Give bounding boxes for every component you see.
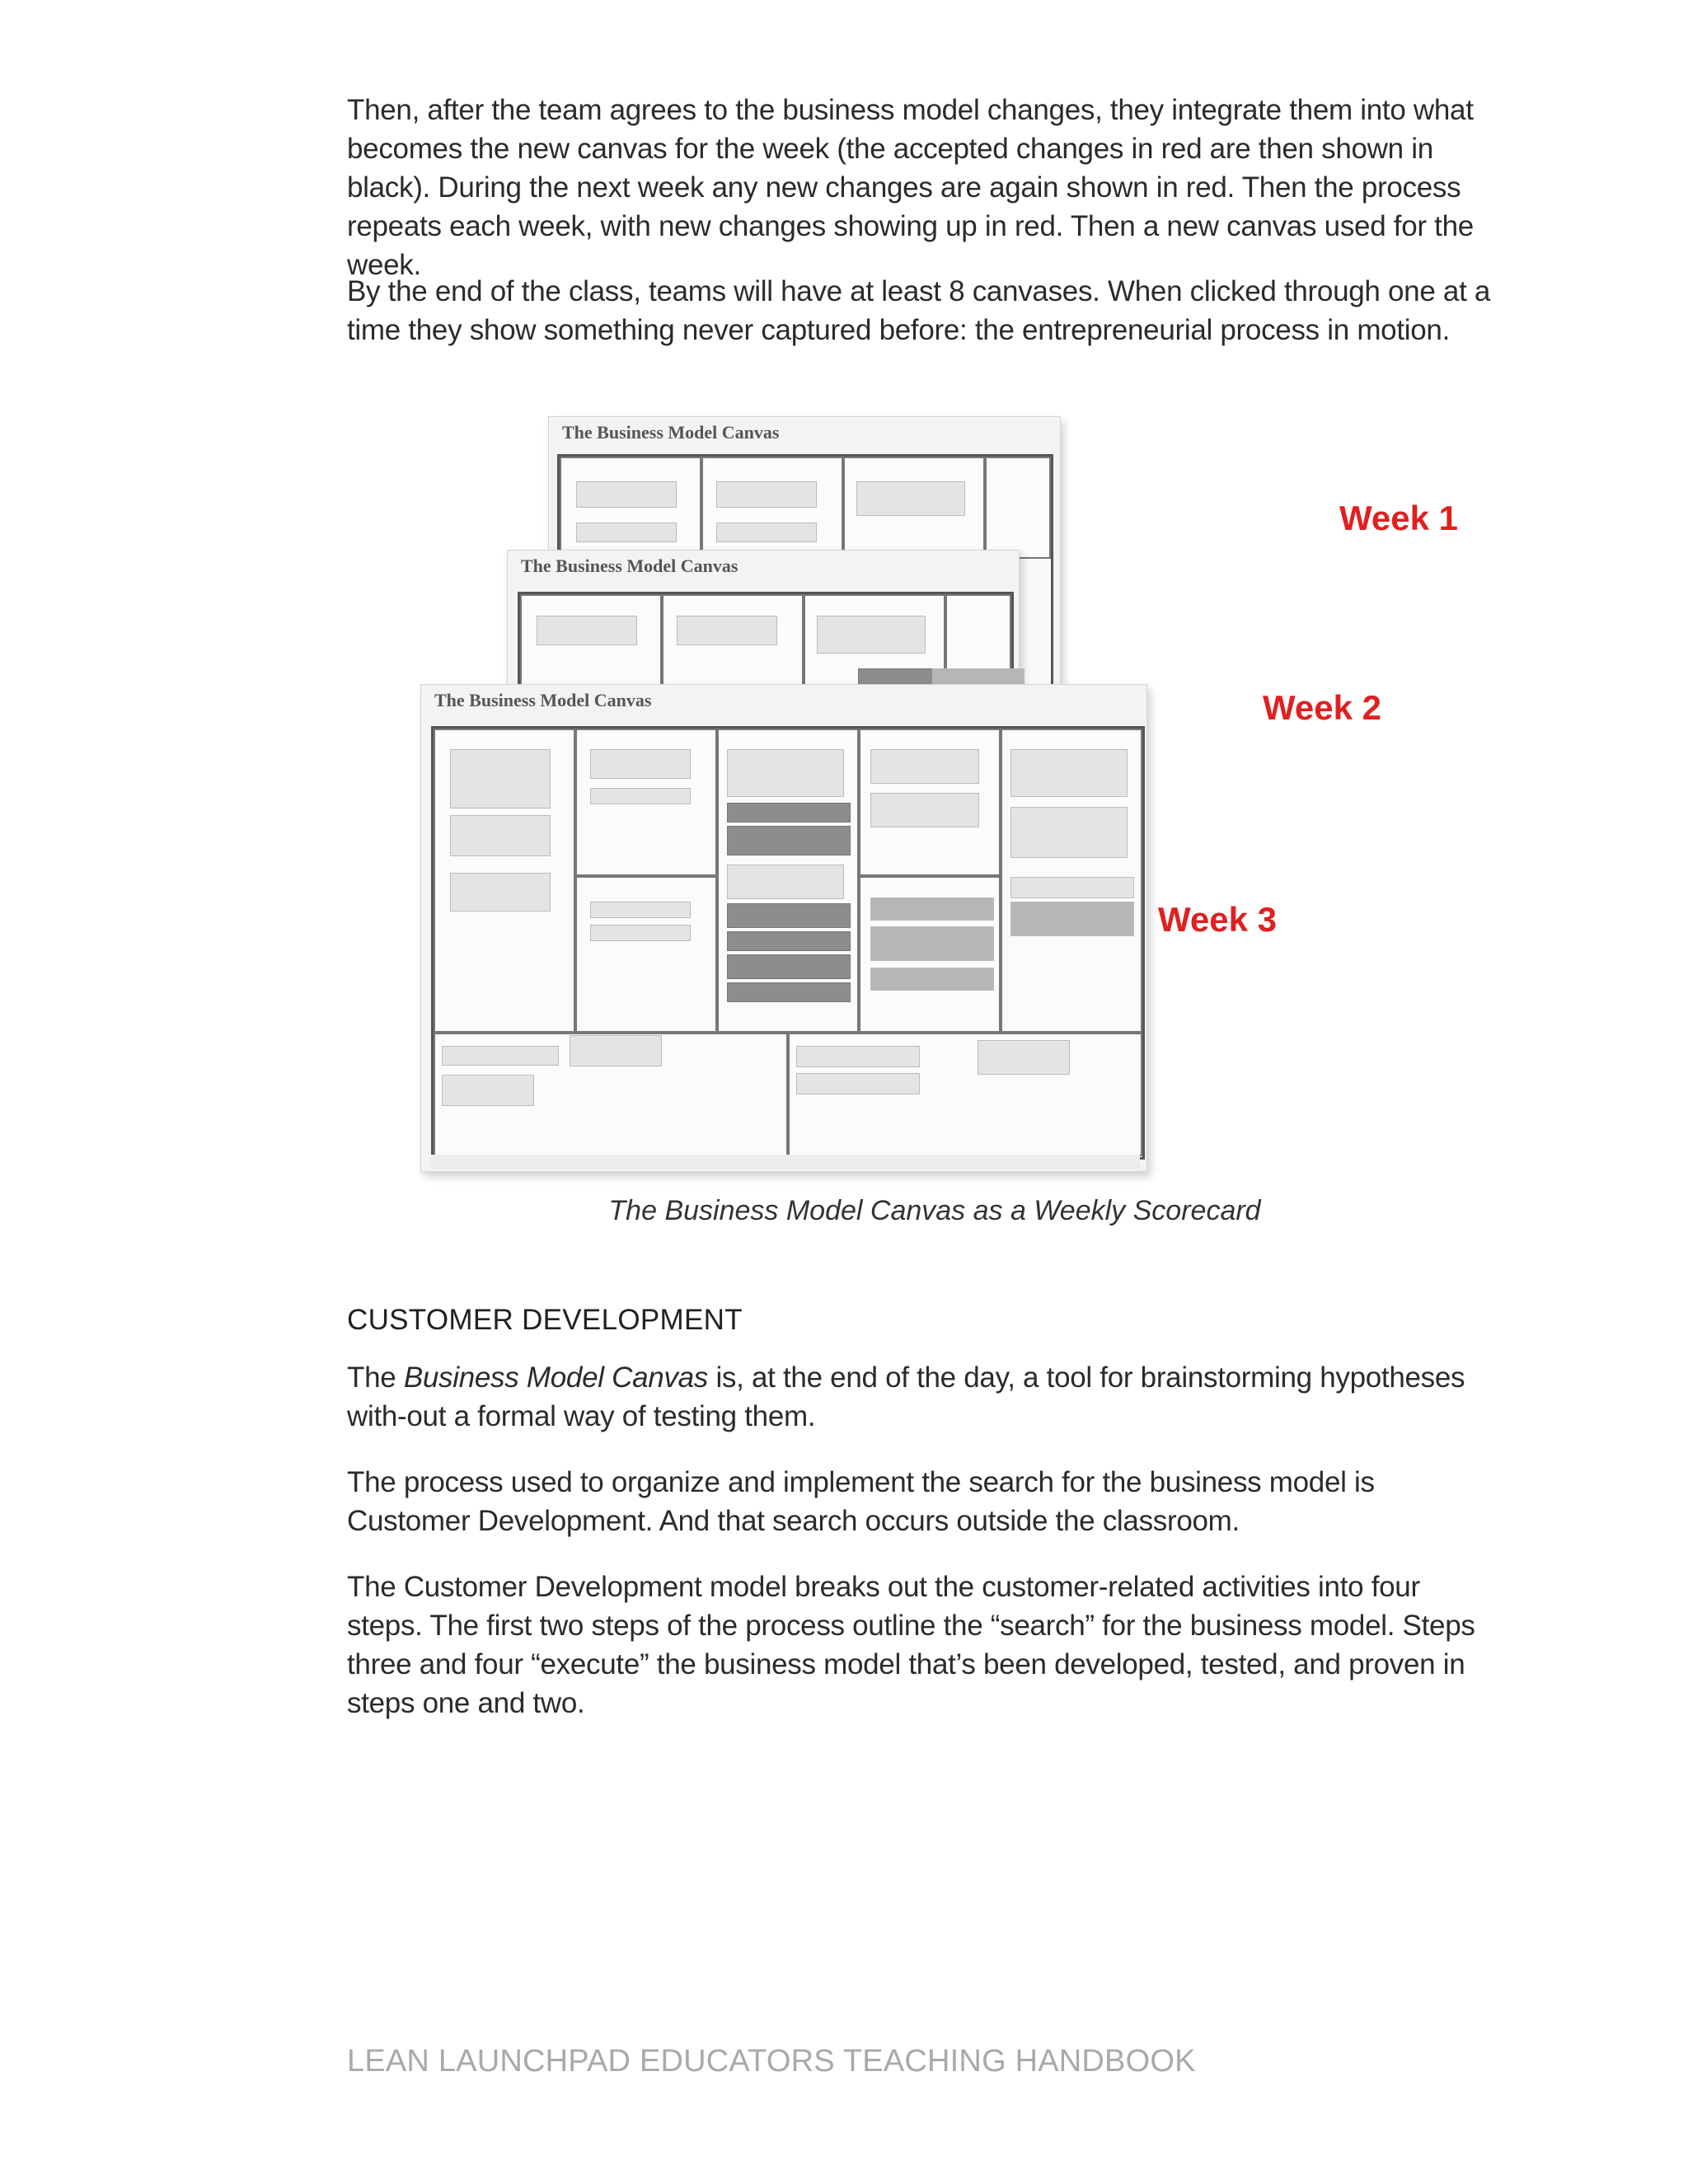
- canvas-cell: [985, 457, 1051, 559]
- sticky-note: [870, 898, 994, 921]
- paragraph-text: Then, after the team agrees to the business model changes, they integrate them into what becomes the new canvas for the week (the accepted changes in red are then shown in black). During the next week any new changes are again shown in red. Then the process repeats each week, with new changes showing up in red. Then a new canvas used for the week.: [347, 94, 1474, 281]
- sticky-note: [1010, 807, 1128, 858]
- paragraph-text: By the end of the class, teams will have at least 8 canvases. When clicked through one at a time they show something never captured before: the entrepreneurial process in motion.: [347, 275, 1491, 346]
- paragraph-4: [347, 1463, 1493, 1540]
- sticky-note: [870, 793, 979, 827]
- sticky-note: [442, 1075, 534, 1106]
- sticky-note: [570, 1035, 662, 1066]
- figure-caption: The Business Model Canvas as a Weekly Scorecard: [608, 1195, 1261, 1226]
- sticky-note: [727, 749, 844, 797]
- paragraph-text-end: is, at the end of the day, a tool for brainstorming hypotheses with-out a formal way of testing them.: [347, 1361, 1465, 1432]
- sticky-note: [1010, 877, 1134, 898]
- sticky-note: [590, 749, 691, 779]
- key-resources-cell: [575, 876, 717, 1033]
- paragraph-3: [347, 1358, 1493, 1436]
- sticky-note: [856, 481, 965, 516]
- sticky-note: [727, 903, 851, 928]
- sticky-note: [1010, 902, 1134, 936]
- canvas-title: The Business Model Canvas: [562, 422, 780, 443]
- sticky-note: [932, 668, 1025, 685]
- sticky-note: [576, 481, 677, 508]
- week-3-label: Week 3: [1158, 900, 1277, 939]
- sticky-note: [727, 954, 851, 979]
- sticky-note: [727, 826, 851, 855]
- sticky-note: [978, 1040, 1070, 1075]
- sticky-note: [677, 616, 777, 645]
- sticky-note: [727, 803, 851, 823]
- paragraph-text: [347, 1358, 1493, 1436]
- sticky-note: [590, 902, 691, 918]
- section-heading: CUSTOMER DEVELOPMENT: [347, 1304, 743, 1336]
- sticky-note: [817, 616, 926, 654]
- canvas-cell: [701, 457, 843, 559]
- paragraph-text: The process used to organize and implement the search for the business model is Customer Development. And that search occurs outside the classroom.: [347, 1466, 1375, 1537]
- sticky-note: [590, 925, 691, 941]
- sticky-note: [716, 481, 817, 508]
- canvas-week-3: [420, 684, 1147, 1172]
- canvas-cell: [560, 457, 701, 559]
- canvas-title: The Business Model Canvas: [434, 690, 652, 710]
- running-footer: LEAN LAUNCHPAD EDUCATORS TEACHING HANDBOOK: [347, 2044, 1196, 2079]
- sticky-note: [727, 931, 851, 951]
- sticky-note: [450, 749, 551, 808]
- sticky-note: [796, 1073, 920, 1094]
- week-2-label: Week 2: [1263, 688, 1381, 727]
- emphasized-term: Business Model Canvas: [403, 1361, 709, 1394]
- sticky-note: [870, 749, 979, 784]
- sticky-note: [450, 815, 551, 856]
- sticky-note: [727, 865, 844, 899]
- sticky-note: [870, 926, 994, 961]
- sticky-note: [1010, 749, 1128, 797]
- paragraph-text-start: The: [347, 1361, 404, 1394]
- sticky-note: [576, 523, 677, 542]
- sticky-note: [716, 523, 817, 542]
- week-1-label: Week 1: [1339, 499, 1458, 537]
- sticky-note: [590, 788, 691, 804]
- canvas-footer-bar: [431, 1155, 1140, 1169]
- canvas-title: The Business Model Canvas: [521, 555, 738, 576]
- sticky-note: [858, 668, 942, 685]
- sticky-note: [796, 1046, 920, 1067]
- sticky-note: [450, 873, 551, 912]
- sticky-note: [442, 1046, 559, 1066]
- sticky-note: [727, 982, 851, 1002]
- sticky-note: [537, 616, 637, 645]
- paragraph-5: [347, 1568, 1493, 1722]
- canvas-grid: [431, 726, 1145, 1160]
- paragraph-text: The Customer Development model breaks out the customer-related activities into four steps. The first two steps of the process outline the “search” for the business model. Steps three and four “execute” the business model that’s been developed, tested, and proven in steps one and two.: [347, 1571, 1475, 1719]
- weekly-canvas-figure: [412, 416, 1484, 1174]
- sticky-note: [870, 968, 994, 991]
